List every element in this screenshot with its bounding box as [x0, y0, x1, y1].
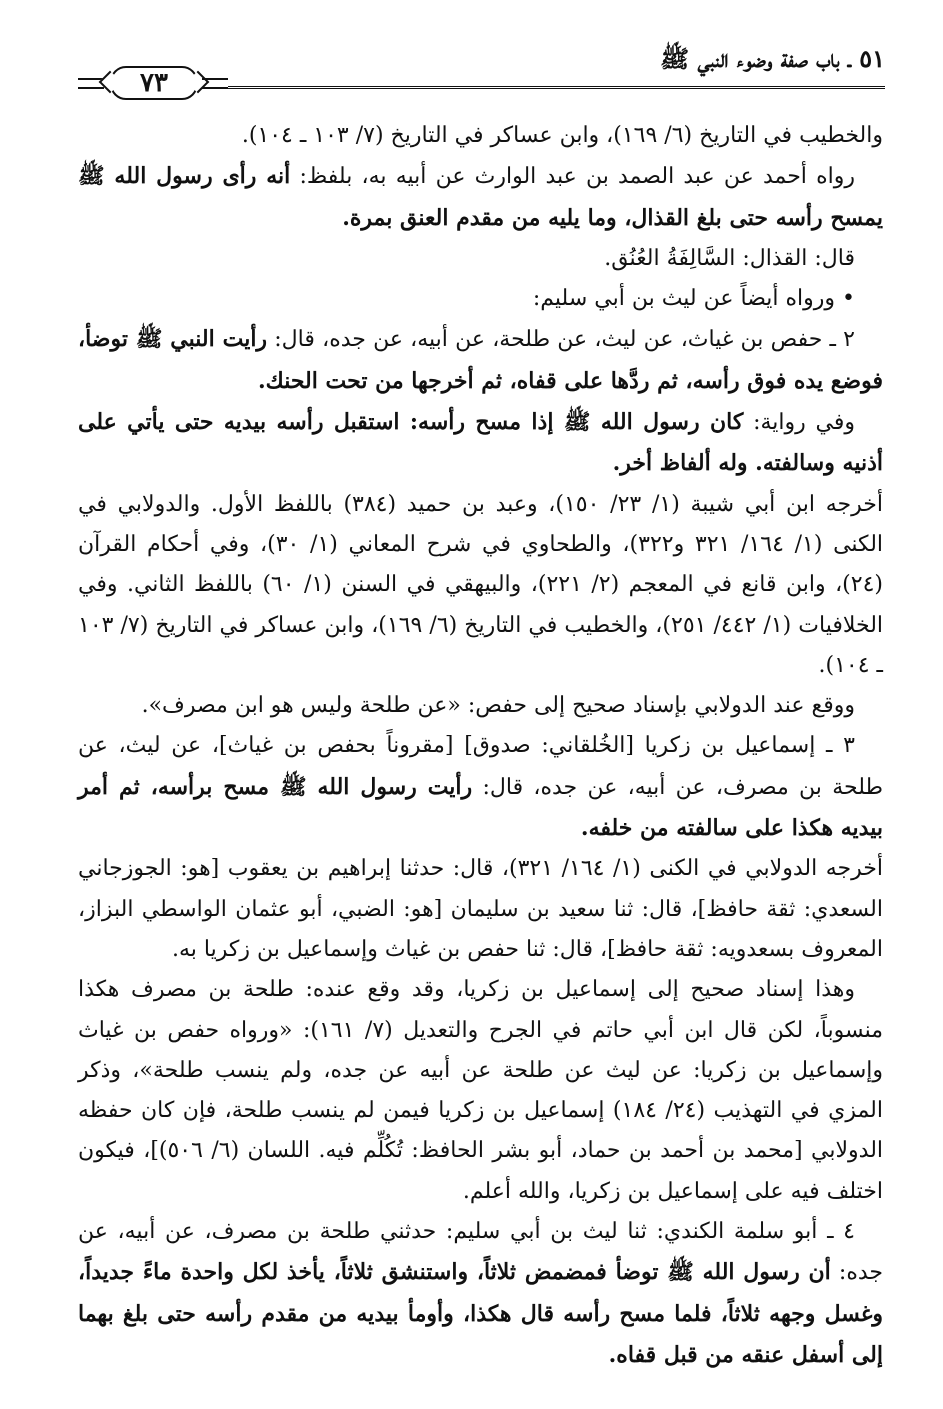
- paragraph: [78, 686, 883, 726]
- text-run: وفي رواية:: [743, 410, 855, 436]
- quoted-hadith-text: أنه رأى رسول الله ﷺ يمسح رأسه حتى بلغ القذال، وما يليه من مقدم العنق بمرة.: [78, 163, 883, 231]
- text-run: وهذا إسناد صحيح إلى إسماعيل بن زكريا، وقد وقع عنده: طلحة بن مصرف هكذا منسوباً، لكن قال ابن أبي حاتم في الجرح والتعديل (٧/ ١٦١): «ورواه حفص بن غياث وإسماعيل بن زكريا: عن ليث عن طلحة عن أبيه عن جده، ولم ينسب طلحة»، وذكر المزي في التهذيب (٢٤/ ١٨٤) إسماعيل بن زكريا فيمن لم ينسب طلحة، فإن كان حفظه الدولابي [محمد بن أحمد بن حماد، أبو بشر الحافظ: تُكُلِّم فيه. اللسان (٦/ ٥٠٦)]، فيكون اختلف فيه على إسماعيل بن زكريا، والله أعلم.: [78, 977, 884, 1204]
- text-run: رواه أحمد عن عبد الصمد بن عبد الوارث عن أبيه به، بلفظ:: [290, 164, 855, 190]
- page-number-ornament: [78, 62, 228, 102]
- paragraph: [78, 402, 883, 485]
- quoted-hadith-text: رأيت النبي ﷺ توضأ، فوضع يده فوق رأسه، ثم ردَّها على قفاه، ثم أخرجها من تحت الحنك.: [78, 326, 883, 394]
- paragraph: [78, 849, 883, 970]
- quoted-hadith-text: رأيت رسول الله ﷺ مسح برأسه، ثم أمر بيديه هكذا على سالفته من خلفه.: [78, 773, 883, 842]
- paragraph: [78, 726, 883, 849]
- quoted-hadith-text: كان رسول الله ﷺ إذا مسح رأسه: استقبل رأسه بيديه حتى يأتي على أذنيه وسالفته. وله ألفاظ أخر.: [78, 409, 883, 477]
- page-number: ٧٣: [140, 68, 168, 98]
- paragraph: [78, 319, 883, 402]
- text-run: ورواه أيضاً عن ليث بن أبي سليم:: [532, 286, 836, 312]
- text-run: ٣ ـ إسماعيل بن زكريا [الخُلقاني: صدوق] [مقروناً بحفص بن غياث]، عن ليث، عن طلحة بن مصرف، عن أبيه، عن جده، قال:: [78, 733, 883, 800]
- bullet-icon: •: [835, 286, 855, 312]
- paragraph: [78, 485, 883, 686]
- text-run: ٤ ـ أبو سلمة الكندي: ثنا ليث بن أبي سليم: حدثني طلحة بن مصرف، عن أبيه، عن جده:: [78, 1219, 883, 1286]
- ornament-lines-right: [202, 78, 228, 89]
- text-run: أخرجه ابن أبي شيبة (١/ ٢٣/ ١٥٠)، وعبد بن حميد (٣٨٤) باللفظ الأول. والدولابي في الكنى (١/ ١٦٤/ ٣٢١ و٣٢٢)، والطحاوي في شرح المعاني (١/ ٣٠)، وفي أحكام القرآن (٢٤)، وابن قانع في المعجم (٢/ ٢٢١)، والبيهقي في السنن (١/ ٦٠) باللفظ الثاني. وفي الخلافيات (١/ ٤٤٢/ ٢٥١)، والخطيب في التاريخ (٦/ ١٦٩)، وابن عساكر في التاريخ (٧/ ١٠٣ ـ ١٠٤).: [78, 491, 884, 678]
- text-run: ٢ ـ حفص بن غياث، عن ليث، عن طلحة، عن أبيه، عن جده، قال:: [267, 327, 855, 353]
- text-run: والخطيب في التاريخ (٦/ ١٦٩)، وابن عساكر في التاريخ (٧/ ١٠٣ ـ ١٠٤).: [241, 123, 883, 148]
- paragraph: [78, 239, 883, 279]
- text-run: ووقع عند الدولابي بإسناد صحيح إلى حفص: «عن طلحة وليس هو ابن مصرف».: [141, 693, 855, 719]
- page-header: [78, 42, 885, 112]
- paragraph: [78, 116, 883, 156]
- text-run: أخرجه الدولابي في الكنى (١/ ١٦٤/ ٣٢١)، قال: حدثنا إبراهيم بن يعقوب [هو: الجوزجاني السعدي: ثقة حافظ]، قال: ثنا سعيد بن سليمان [هو: الضبي، أبو عثمان الواسطي البزاز، المعروف بسعدويه: ثقة حافظ]، قال: ثنا حفص بن غياث وإسماعيل بن زكريا به.: [78, 856, 884, 962]
- paragraph: [78, 279, 883, 319]
- text-run: قال: القذال: السَّالِفَةُ العُنُق.: [604, 245, 855, 271]
- paragraph: [78, 156, 883, 239]
- quoted-hadith-text: أن رسول الله ﷺ توضأ فمضمض ثلاثاً، واستنشق ثلاثاً، يأخذ لكل واحدة ماءً جديداً، وغسل وجهه ثلاثاً، فلما مسح رأسه قال هكذا، وأومأ بيديه من مقدم رأسه حتى بلغ بهما إلى أسفل عنقه من قبل قفاه.: [78, 1259, 883, 1368]
- running-title: ٥١ ـ باب صفة وضوء النبي ﷺ: [660, 44, 885, 73]
- paragraph: [78, 970, 883, 1212]
- paragraph: [78, 1212, 883, 1376]
- header-rule: [228, 86, 885, 89]
- body-text: [78, 116, 883, 1376]
